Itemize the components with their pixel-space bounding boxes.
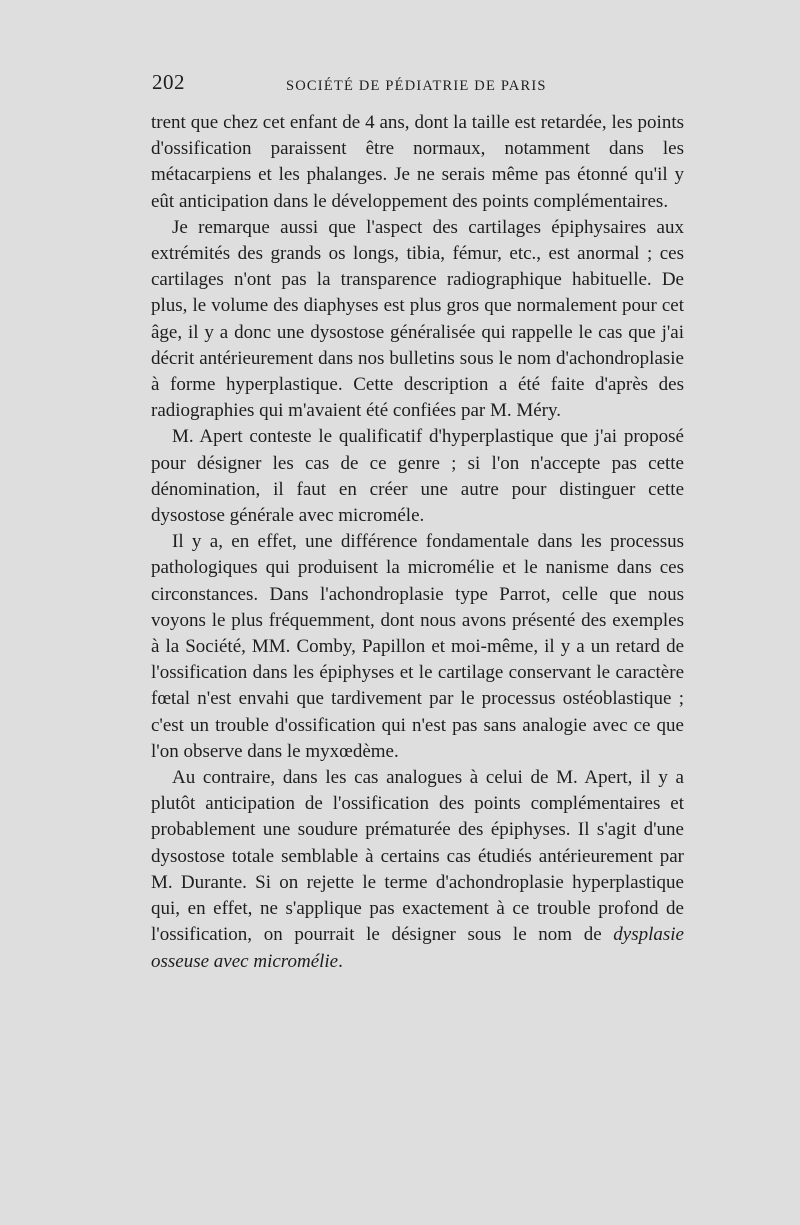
paragraph-final-text: Au contraire, dans les cas analogues à celui de M. Apert, il y a plutôt anticipation de l'ossification des points complémentaires et probablement une soudure prématurée des épiphyses. Il s'agit d'une dysostose totale semblable à certains cas étudiés antérieurement par M. Durante. Si on rejette le terme d'achondroplasie hyperplastique qui, en effet, ne s'applique pas exactement à ce trouble profond de l'ossification, on pourrait le désigner sous le nom de: [151, 767, 684, 946]
running-title: SOCIÉTÉ DE PÉDIATRIE DE PARIS: [286, 78, 547, 94]
paragraph: Je remarque aussi que l'aspect des cartilages épiphysaires aux extrémités des grands os longs, tibia, fémur, etc., est anormal ; ces cartilages n'ont pas la transparence radiographique habituelle. De plus, le volume des diaphyses est plus gros que normalement pour cet âge, il y a donc une dysostose généralisée qui rappelle le cas que j'ai décrit antérieurement dans nos bulletins sous le nom d'achondroplasie à forme hyperplastique. Cette description a été faite d'après des radiographies qui m'avaient été confiées par M. Méry.: [151, 216, 684, 422]
paragraph-final-end: .: [338, 950, 343, 972]
paragraph: M. Apert conteste le qualificatif d'hyperplastique que j'ai proposé pour désigner les cas de ce genre ; si l'on n'accepte pas cette dénomination, il faut en créer une autre pour distinguer cette dysostose générale avec microméle.: [151, 426, 684, 527]
italic-term: dysplasie osseuse avec micromélie: [151, 924, 684, 972]
paragraph: Il y a, en effet, une différence fondamentale dans les processus pathologiques qui produisent la micromélie et le nanisme dans ces circonstances. Dans l'achondroplasie type Parrot, celle que nous voyons le plus fréquemment, dont nous avons présenté des exemples à la Société, MM. Comby, Papillon et moi-même, il y a un retard de l'ossification dans les épiphyses et le cartilage conservant le caractère fœtal n'est envahi que tardivement par le processus ostéoblastique ; c'est un trouble d'ossification qui n'est pas sans analogie avec ce que l'on observe dans le myxœdème.: [151, 531, 684, 762]
paragraph-continued: trent que chez cet enfant de 4 ans, dont la taille est retardée, les points d'ossification paraissent être normaux, notamment dans les métacarpiens et les phalanges. Je ne serais même pas étonné qu'il y eût anticipation dans le développement des points complémentaires.: [151, 112, 684, 212]
page-header: [152, 68, 682, 98]
body-text: [151, 110, 684, 975]
page-number: 202: [152, 70, 185, 94]
paragraph-final: [151, 765, 684, 975]
